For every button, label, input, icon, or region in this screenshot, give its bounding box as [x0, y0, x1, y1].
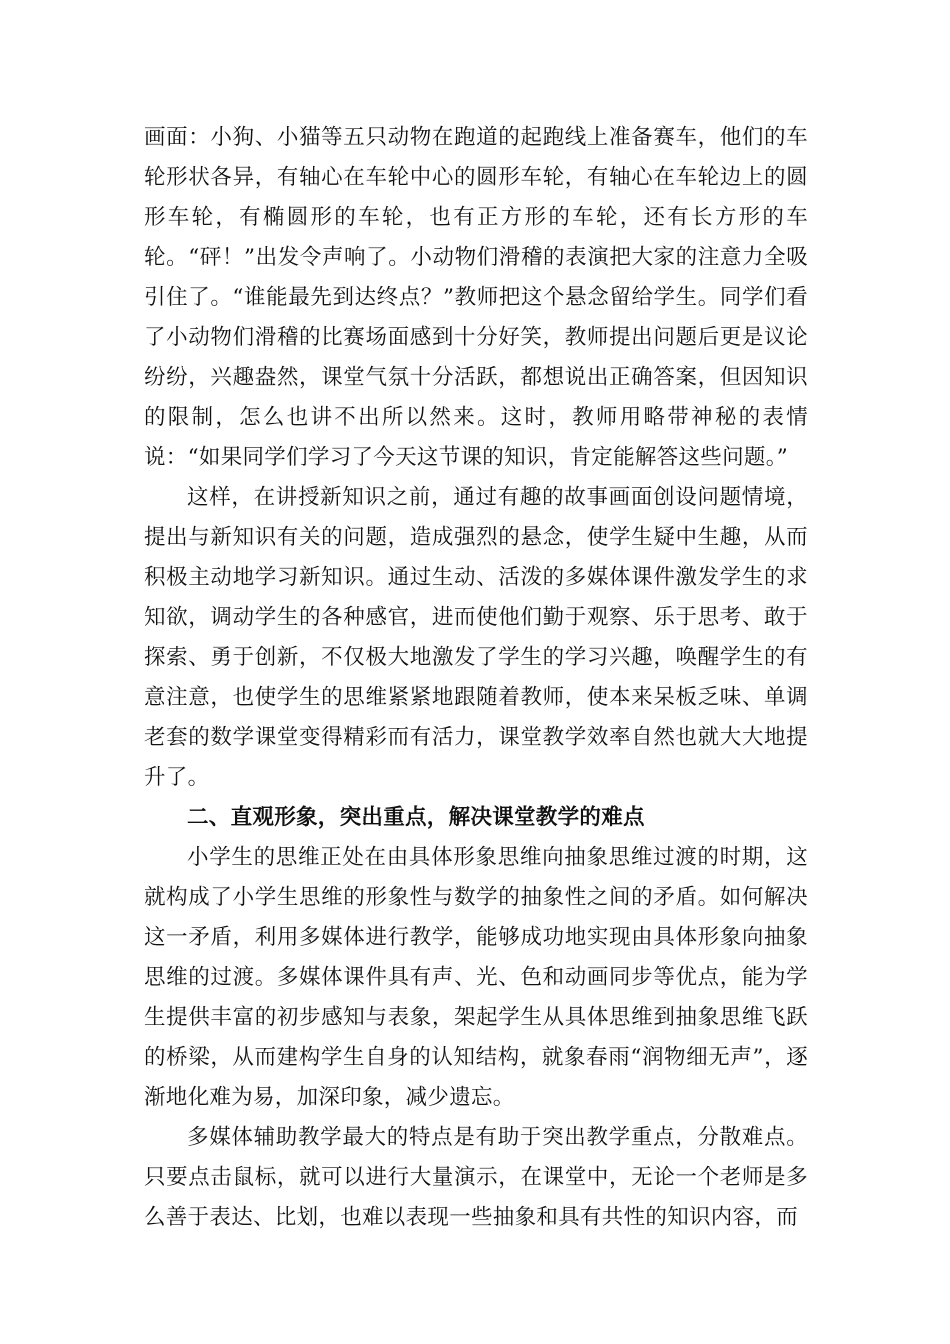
section-heading: 二、直观形象，突出重点，解决课堂教学的难点 [187, 805, 645, 830]
paragraph-multimedia: 多媒体辅助教学最大的特点是有助于突出教学重点，分散难点。只要点击鼠标，就可以进行大量演示，在课堂中，无论一个老师是多么善于表达、比划，也难以表现一些抽象和具有共性的知识内容，而 [144, 1125, 808, 1230]
document-page [144, 118, 808, 1238]
paragraph-thinking: 小学生的思维正处在由具体形象思维向抽象思维过渡的时期，这就构成了小学生思维的形象性与数学的抽象性之间的矛盾。如何解决这一矛盾，利用多媒体进行教学，能够成功地实现由具体形象向抽象思维的过渡。多媒体课件具有声、光、色和动画同步等优点，能为学生提供丰富的初步感知与表象，架起学生从具体思维到抽象思维飞跃的桥梁，从而建构学生自身的认知结构，就象春雨“润物细无声”，逐渐地化难为易，加深印象，减少遗忘。 [144, 845, 808, 1110]
paragraph-summary: 这样，在讲授新知识之前，通过有趣的故事画面创设问题情境，提出与新知识有关的问题，造成强烈的悬念，使学生疑中生趣，从而积极主动地学习新知识。通过生动、活泼的多媒体课件激发学生的求知欲，调动学生的各种感官，进而使他们勤于观察、乐于思考、敢于探索、勇于创新，不仅极大地激发了学生的学习兴趣，唤醒学生的有意注意，也使学生的思维紧紧地跟随着教师，使本来呆板乏味、单调老套的数学课堂变得精彩而有活力，课堂教学效率自然也就大大地提升了。 [144, 485, 808, 790]
paragraph-story: 画面：小狗、小猫等五只动物在跑道的起跑线上准备赛车，他们的车轮形状各异，有轴心在车轮中心的圆形车轮，有轴心在车轮边上的圆形车轮，有椭圆形的车轮，也有正方形的车轮，还有长方形的车轮。“砰！”出发令声响了。小动物们滑稽的表演把大家的注意力全吸引住了。“谁能最先到达终点？”教师把这个悬念留给学生。同学们看了小动物们滑稽的比赛场面感到十分好笑，教师提出问题后更是议论纷纷，兴趣盎然，课堂气氛十分活跃，都想说出正确答案，但因知识的限制，怎么也讲不出所以然来。这时，教师用略带神秘的表情说：“如果同学们学习了今天这节课的知识，肯定能解答这些问题。” [144, 125, 808, 470]
